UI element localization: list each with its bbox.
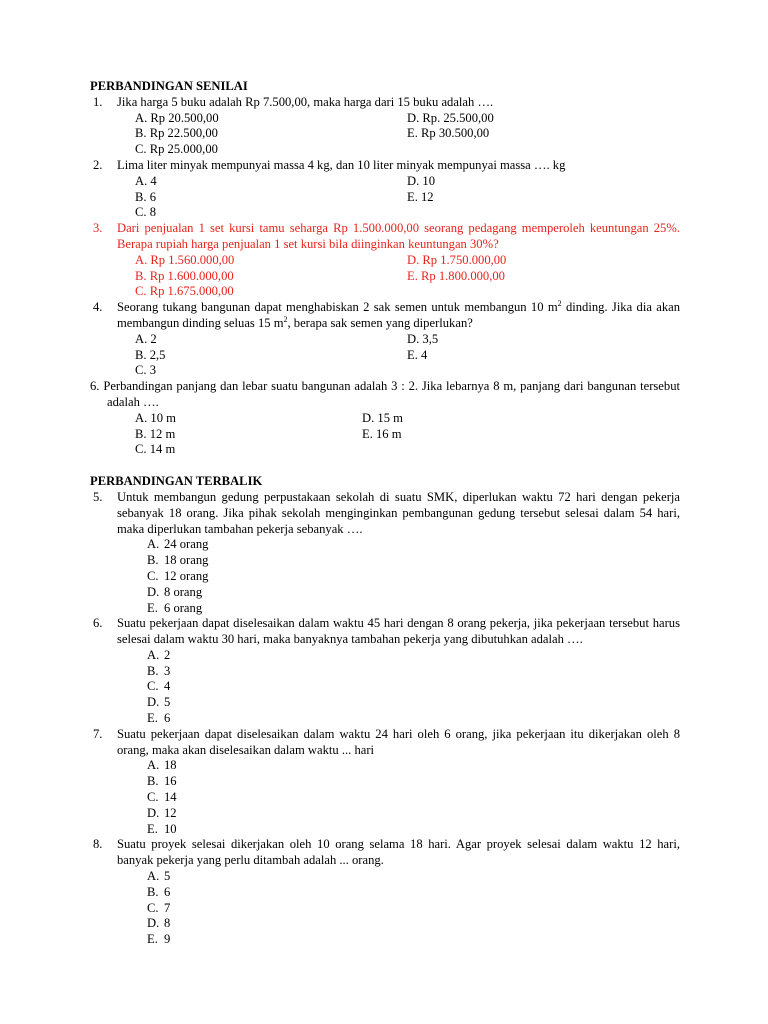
option-text: 8 [164, 916, 171, 931]
question-4 [90, 300, 680, 379]
option-a[interactable] [147, 537, 680, 553]
option-c[interactable] [147, 790, 680, 806]
option-a[interactable]: A. 10 m [135, 410, 176, 425]
option-c[interactable] [147, 901, 680, 917]
options-list [117, 758, 680, 837]
option-d[interactable] [147, 916, 680, 932]
stem-text: Perbandingan panjang dan lebar suatu bangunan adalah 3 : 2. Jika lebarnya 8 m, panjang dari bangunan tersebut adalah …. [103, 379, 680, 409]
option-b[interactable] [147, 664, 680, 680]
question-number: 2. [93, 157, 103, 172]
worksheet [90, 79, 680, 948]
option-text: 5 [164, 695, 171, 710]
question-1 [90, 95, 680, 158]
option-b[interactable] [147, 885, 680, 901]
option-a[interactable]: A. 2 [135, 331, 157, 346]
question-3-highlighted [90, 221, 680, 300]
option-letter: A. [147, 537, 160, 552]
option-e[interactable] [147, 932, 680, 948]
options-grid [117, 111, 680, 158]
option-text: 18 [164, 758, 177, 773]
option-text: 3 [164, 663, 171, 678]
option-letter: B. [147, 663, 159, 678]
question-stem: Untuk membangun gedung perpustakaan sekolah di suatu SMK, diperlukan waktu 72 hari dengan pekerja sebanyak 18 orang. Jika pihak sekolah menginginkan pembangunan gedung tersebut selesai dalam 54 hari, maka diperlukan tambahan pekerja sebanyak …. [117, 489, 680, 536]
question-7 [90, 727, 680, 838]
options-list [117, 648, 680, 727]
question-stem [90, 379, 680, 411]
option-e[interactable]: E. 16 m [362, 426, 402, 441]
option-c[interactable]: C. Rp 1.675.000,00 [135, 284, 234, 299]
question-stem: Lima liter minyak mempunyai massa 4 kg, dan 10 liter minyak mempunyai massa …. kg [117, 157, 566, 172]
question-8 [90, 837, 680, 948]
option-text: 4 [164, 679, 171, 694]
option-d[interactable]: D. Rp 1.750.000,00 [407, 252, 507, 267]
option-letter: B. [147, 884, 159, 899]
section-title-terbalik: PERBANDINGAN TERBALIK [90, 474, 263, 489]
option-letter: C. [147, 790, 159, 805]
stem-part: Seorang tukang bangunan dapat menghabiskan 2 sak semen untuk membangun 10 m [117, 300, 558, 315]
option-text: 12 orang [164, 568, 209, 583]
question-6-senilai [90, 379, 680, 458]
option-b[interactable]: B. 6 [135, 189, 156, 204]
superscript: 2 [283, 314, 288, 324]
option-text: 24 orang [164, 537, 209, 552]
question-number: 3. [93, 221, 103, 236]
question-stem: Suatu pekerjaan dapat diselesaikan dalam waktu 45 hari dengan 8 orang pekerja, jika pekerjaan tersebut harus selesai dalam waktu 30 hari, maka banyaknya tambahan pekerja yang dibutuhkan adalah …. [117, 616, 680, 647]
option-e[interactable]: E. 4 [407, 347, 428, 362]
option-e[interactable] [147, 822, 680, 838]
option-text: 6 [164, 711, 171, 726]
option-d[interactable] [147, 585, 680, 601]
option-text: 2 [164, 647, 171, 662]
question-number: 7. [93, 726, 103, 741]
option-c[interactable]: C. 3 [135, 363, 156, 378]
option-text: 6 [164, 884, 171, 899]
option-a[interactable] [147, 869, 680, 885]
option-c[interactable]: C. Rp 25.000,00 [135, 142, 218, 157]
option-e[interactable]: E. Rp 30.500,00 [407, 126, 490, 141]
option-text: 12 [164, 805, 177, 820]
option-letter: B. [147, 553, 159, 568]
option-letter: E. [147, 600, 158, 615]
stem-part: dinding. Jika dia akan membangun dinding seluas 15 m [117, 300, 680, 330]
option-b[interactable] [147, 774, 680, 790]
question-2 [90, 158, 680, 221]
option-c[interactable]: C. 14 m [135, 442, 176, 457]
options-grid [117, 253, 680, 300]
option-d[interactable] [147, 806, 680, 822]
option-b[interactable] [147, 553, 680, 569]
superscript: 2 [557, 299, 562, 309]
option-c[interactable] [147, 679, 680, 695]
option-text: 9 [164, 932, 171, 947]
question-6-terbalik [90, 616, 680, 727]
option-letter: C. [147, 679, 159, 694]
option-text: 8 orang [164, 584, 203, 599]
option-letter: A. [147, 869, 160, 884]
option-e[interactable]: E. 12 [407, 189, 434, 204]
options-list [117, 869, 680, 948]
options-list [117, 537, 680, 616]
option-c[interactable] [147, 569, 680, 585]
question-stem [117, 300, 680, 332]
option-letter: E. [147, 932, 158, 947]
option-letter: C. [147, 900, 159, 915]
option-d[interactable]: D. 10 [407, 173, 435, 188]
question-stem: Jika harga 5 buku adalah Rp 7.500,00, maka harga dari 15 buku adalah …. [117, 94, 494, 109]
question-number: 5. [93, 489, 103, 504]
option-text: 10 [164, 821, 177, 836]
question-number: 4. [93, 300, 103, 315]
option-b[interactable]: B. Rp 1.600.000,00 [135, 268, 234, 283]
question-5 [90, 490, 680, 616]
option-letter: C. [147, 568, 159, 583]
option-text: 5 [164, 869, 171, 884]
option-a[interactable]: A. 4 [135, 173, 157, 188]
option-a[interactable] [147, 758, 680, 774]
option-letter: D. [147, 584, 160, 599]
option-a[interactable]: A. Rp 20.500,00 [135, 110, 219, 125]
option-a[interactable]: A. Rp 1.560.000,00 [135, 252, 235, 267]
option-letter: D. [147, 695, 160, 710]
option-text: 6 orang [164, 600, 203, 615]
options-grid [90, 411, 680, 458]
option-letter: D. [147, 916, 160, 931]
option-b[interactable]: B. 2,5 [135, 347, 166, 362]
option-letter: A. [147, 647, 160, 662]
option-letter: E. [147, 711, 158, 726]
option-letter: E. [147, 821, 158, 836]
question-stem: Suatu pekerjaan dapat diselesaikan dalam waktu 24 hari oleh 6 orang, jika pekerjaan itu dikerjakan oleh 8 orang, maka akan diselesaikan dalam waktu ... hari [117, 726, 680, 757]
option-d[interactable] [147, 695, 680, 711]
question-stem: Suatu proyek selesai dikerjakan oleh 10 orang selama 18 hari. Agar proyek selesai dalam waktu 12 hari, banyak pekerja yang perlu ditambah adalah ... orang. [117, 837, 680, 868]
option-d[interactable]: D. 15 m [362, 410, 403, 425]
option-letter: D. [147, 805, 160, 820]
option-text: 16 [164, 774, 177, 789]
option-a[interactable] [147, 648, 680, 664]
option-c[interactable]: C. 8 [135, 205, 156, 220]
option-text: 7 [164, 900, 171, 915]
option-e[interactable] [147, 601, 680, 617]
question-stem: Dari penjualan 1 set kursi tamu seharga Rp 1.500.000,00 seorang pedagang memperoleh keuntungan 25%. Berapa rupiah harga penjualan 1 set kursi bila diinginkan keuntungan 30%? [117, 221, 680, 251]
option-text: 14 [164, 790, 177, 805]
option-e[interactable] [147, 711, 680, 727]
option-d[interactable]: D. Rp. 25.500,00 [407, 110, 494, 125]
question-number: 8. [93, 837, 103, 852]
stem-part: , berapa sak semen yang diperlukan? [287, 315, 473, 330]
option-e[interactable]: E. Rp 1.800.000,00 [407, 268, 505, 283]
section-gap [90, 458, 680, 474]
option-letter: A. [147, 758, 160, 773]
option-text: 18 orang [164, 553, 209, 568]
section-title-senilai: PERBANDINGAN SENILAI [90, 79, 248, 93]
option-letter: B. [147, 774, 159, 789]
question-number: 6. [90, 379, 100, 394]
option-d[interactable]: D. 3,5 [407, 331, 439, 346]
options-grid [117, 174, 680, 221]
option-b[interactable]: B. Rp 22.500,00 [135, 126, 218, 141]
question-number: 6. [93, 616, 103, 631]
option-b[interactable]: B. 12 m [135, 426, 176, 441]
question-number: 1. [93, 94, 103, 109]
options-grid [117, 332, 680, 379]
